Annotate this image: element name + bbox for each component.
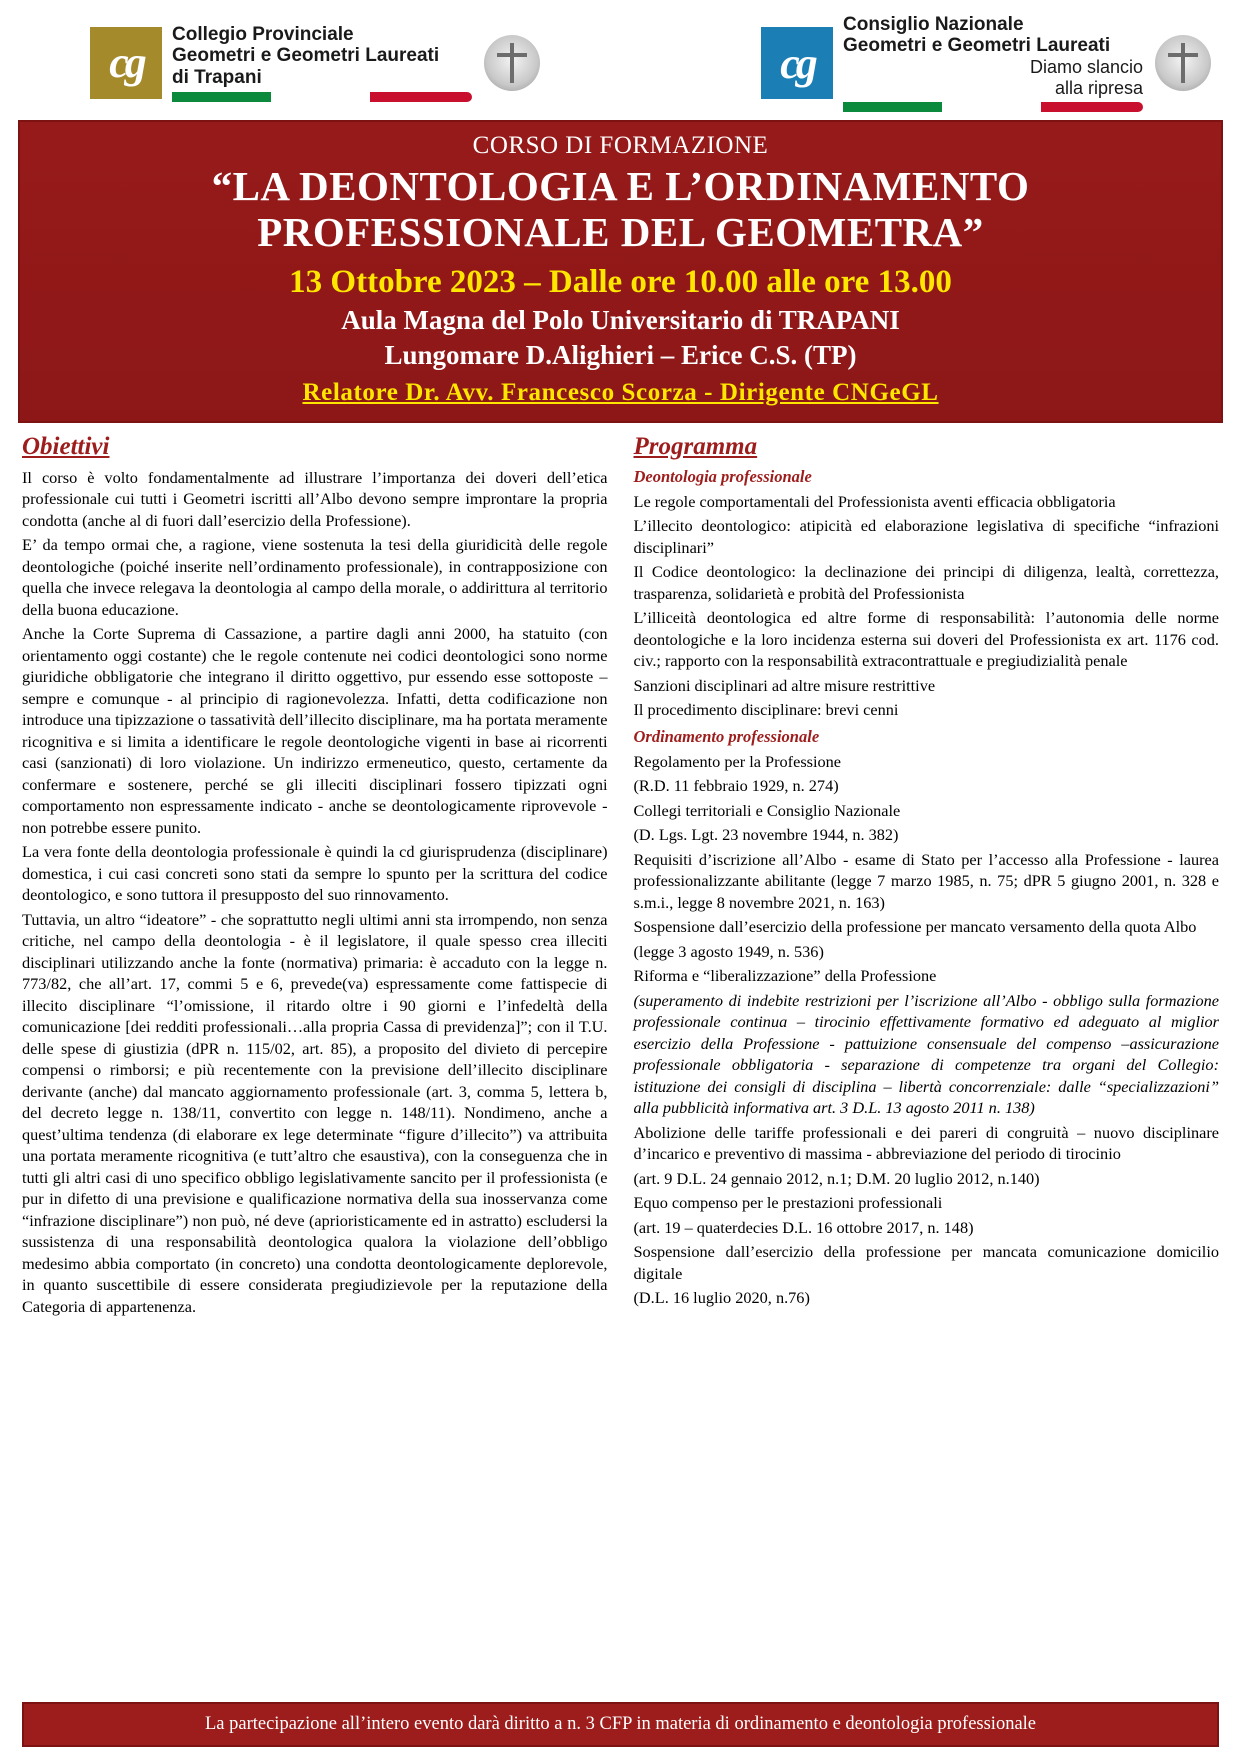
content-columns	[0, 423, 1241, 1321]
programme-column	[634, 433, 1220, 1321]
programme-item: Equo compenso per le prestazioni professionali	[633, 1193, 943, 1213]
programme-item: Sanzioni disciplinari ad altre misure restrittive	[633, 675, 936, 695]
republic-emblem-icon	[484, 35, 540, 91]
objectives-paragraph: Anche la Corte Suprema di Cassazione, a partire dagli anni 2000, ha statuito (con orientamento oggi costante) che le regole contenute nei codici deontologici sono norme giuridiche obbligatorie che integrano il diritto oggettivo, pur essendo esse sottoposte – sempre e comunque - al principio di ragionevolezza. Infatti, detta codificazione non introduce una tipizzazione o tassatività dell’illecito disciplinare, ma ha portata meramente ricognitiva e si limita a identificare le regole deontologiche vigenti in base ai ricorrenti casi (sanzionati) di loro violazione. Un indirizzo ermeneutico, questo, certamente da confermare e sostenere, perché se gli illeciti disciplinari fossero tipizzati ogni comportamento non espressamente indicato - anche se deontologicamente riprovevole - non potrebbe essere punito.	[22, 624, 608, 837]
objectives-paragraph: La vera fonte della deontologia professionale è quindi la cd giurisprudenza (disciplinare) domestica, i cui casi concreti sono stati da sempre lo spunto per la scrittura del codice deontologico, e sono tuttora il presupposto del suo rinnovamento.	[22, 842, 608, 905]
banner-speaker: Relatore Dr. Avv. Francesco Scorza - Dirigente CNGeGL	[302, 378, 939, 406]
programme-item: L’illecito deontologico: atipicità ed elaborazione legislativa di specifiche “infrazioni disciplinari”	[633, 516, 1219, 557]
programme-heading: Programma	[633, 432, 758, 460]
programme-item: Sospensione dall’esercizio della professione per mancato versamento della quota Albo	[633, 917, 1197, 937]
objectives-paragraph: Il corso è volto fondamentalmente ad illustrare l’importanza dei doveri dell’etica professionale cui tutti i Geometri iscritti all’Albo devono sempre improntare la propria condotta (anche al di fuori dall’esercizio della Professione).	[22, 467, 608, 530]
collegio-line-3: di Trapani	[172, 66, 262, 88]
programme-item: (legge 3 agosto 1949, n. 536)	[633, 941, 824, 961]
programme-item: Abolizione delle tariffe professionali e dei pareri di congruità – nuovo disciplinare d’incarico e preventivo di massima - abbreviazione del periodo di tirocinio	[633, 1122, 1219, 1164]
programme-item: Il Codice deontologico: la declinazione dei principi di diligenza, lealtà, correttezza, trasparenza, solidarietà e probità del Professionista	[633, 562, 1219, 603]
banner-title-line-2: PROFESSIONALE DEL GEOMETRA”	[257, 208, 984, 255]
objectives-paragraph: Tuttavia, un altro “ideatore” - che soprattutto negli ultimi anni sta irrompendo, non senza critiche, nel campo della deontologia - è il legislatore, il quale spesso crea illeciti disciplinari utilizzando anche la fonte (normativa) primaria: è accaduto con la legge n. 773/82, che all’art. 17, commi 5 e 6, prevede(va) espressamente come fattispecie di illecito disciplinare “l’omissione, il ritardo oltre i 90 giorni e l’infedeltà della comunicazione [dei redditi professionali…alla propria Cassa di previdenza]”; con il T.U. delle spese di giustizia (dPR n. 115/02, art. 85), a proposito del divieto di percepire compensi o rimborsi; e più recentemente con la previsione dell’illecito disciplinare derivante (anche) dal mancato aggiornamento professionale (art. 3, comma 5, lettera b, del decreto legge n. 138/11, convertito con legge n. 148/11). Nondimeno, anche a quest’ultima tendenza (di elaborare ex lege determinate “figure d’illecito”) va attribuita una portata meramente ricognitiva (e tutt’altro che esaustiva), con la conseguenza che in tutti gli altri casi di uno specifico obbligo legislativamente sancito per il professionista (e pur in difetto di una previsione e qualificazione normativa della sua inosservanza come “infrazione disciplinare”) non può, né deve (aprioristicamente ed in astratto) escludersi la sussistenza di una responsabilità deontologica qualora la violazione dell’obbligo medesimo abbia comportato (in concreto) una condotta deontologicamente deplorevole, in quanto suscettibile di essere considerata pregiudizievole per la reputazione della Categoria di appartenenza.	[22, 909, 608, 1316]
programme-item: Il procedimento disciplinare: brevi cenni	[633, 700, 899, 720]
programme-item: Regolamento per la Professione	[633, 751, 842, 771]
programme-item: Requisiti d’iscrizione all’Albo - esame di Stato per l’accesso alla Professione - laurea professionalizzante abilitante (legge 7 marzo 1985, n. 75; dPR 5 giugno 2001, n. 328 e s.m.i., legge 8 novembre 2021, n. 163)	[633, 849, 1219, 912]
cngegl-logo-text	[843, 14, 1143, 112]
programme-item: (R.D. 11 febbraio 1929, n. 274)	[633, 776, 839, 796]
programme-item: Collegi territoriali e Consiglio Nazionale	[633, 800, 901, 820]
collegio-line-1: Collegio Provinciale	[172, 24, 354, 46]
banner-title-line-1: “LA DEONTOLOGIA E L’ORDINAMENTO	[211, 163, 1030, 209]
programme-item: (D. Lgs. Lgt. 23 novembre 1944, n. 382)	[633, 825, 899, 845]
banner-venue-line-2: Lungomare D.Alighieri – Erice C.S. (TP)	[384, 339, 857, 370]
programme-item: L’illiceità deontologica ed altre forme di responsabilità: l’autonomia delle norme deontologiche e la loro incidenza esterna sui doveri del Professionista ex art. 1176 cod. civ.; rapporto con la responsabilità extracontrattuale e pregiudizialità penale	[633, 608, 1219, 671]
cng-monogram-icon: cg	[90, 27, 162, 99]
programme-item: (D.L. 16 luglio 2020, n.76)	[633, 1288, 810, 1308]
programme-item: (art. 19 – quaterdecies D.L. 16 ottobre 2017, n. 148)	[633, 1217, 974, 1237]
italian-flag-bar	[843, 102, 1143, 112]
cngegl-tagline-2: alla ripresa	[1054, 78, 1143, 99]
programme-item: Le regole comportamentali del Professionista aventi efficacia obbligatoria	[633, 491, 1116, 511]
objectives-paragraph: E’ da tempo ormai che, a ragione, viene sostenuta la tesi della giuridicità delle regole deontologiche (poiché inserite nell’ordinamento professionale), in contrapposizione con quella che invece relegava la deontologia al campo della morale, o addirittura al territorio della buona educazione.	[22, 535, 608, 619]
objectives-column	[22, 433, 608, 1321]
header	[0, 0, 1241, 118]
consiglio-nazionale-logo	[761, 14, 1211, 112]
programme-section-2-title: Ordinamento professionale	[633, 726, 820, 746]
programme-item: (art. 9 D.L. 24 gennaio 2012, n.1; D.M. 20 luglio 2012, n.140)	[633, 1168, 1040, 1188]
cngegl-tagline-1: Diamo slancio	[1029, 57, 1143, 78]
collegio-line-2: Geometri e Geometri Laureati	[172, 45, 440, 67]
cngegl-line-1: Consiglio Nazionale	[843, 13, 1024, 35]
objectives-heading: Obiettivi	[22, 432, 110, 460]
cng-monogram-icon: cg	[761, 27, 833, 99]
republic-emblem-icon	[1155, 35, 1211, 91]
italian-flag-bar	[172, 92, 472, 102]
programme-item: Riforma e “liberalizzazione” della Professione	[633, 966, 937, 986]
banner-kicker: CORSO DI FORMAZIONE	[472, 132, 769, 159]
cfp-footer-banner: La partecipazione all’intero evento darà diritto a n. 3 CFP in materia di ordinamento e deontologia professionale	[22, 1702, 1219, 1747]
banner-date: 13 Ottobre 2023 – Dalle ore 10.00 alle ore 13.00	[289, 263, 952, 300]
collegio-trapani-logo	[90, 24, 540, 102]
programme-item: Sospensione dall’esercizio della professione per mancata comunicazione domicilio digitale	[633, 1242, 1219, 1283]
collegio-logo-text	[172, 24, 472, 102]
programme-section-1-title: Deontologia professionale	[633, 466, 812, 486]
banner-venue-line-1: Aula Magna del Polo Universitario di TRAPANI	[341, 304, 900, 335]
title-banner	[18, 120, 1223, 423]
programme-item: (superamento di indebite restrizioni per l’iscrizione all’Albo - obbligo sulla formazione professionale continua – tirocinio effettivamente formativo ed adeguato al miglior esercizio della Professione - pattuizione consensuale del compenso –assicurazione professionale obbligatoria - separazione di competenze tra organi del Collegio: istituzione dei consigli di disciplina – libertà concorrenziale: dalle “specializzazioni” alla pubblicità informativa art. 3 D.L. 13 agosto 2011 n. 138)	[633, 990, 1219, 1118]
cngegl-line-2: Geometri e Geometri Laureati	[843, 35, 1111, 57]
